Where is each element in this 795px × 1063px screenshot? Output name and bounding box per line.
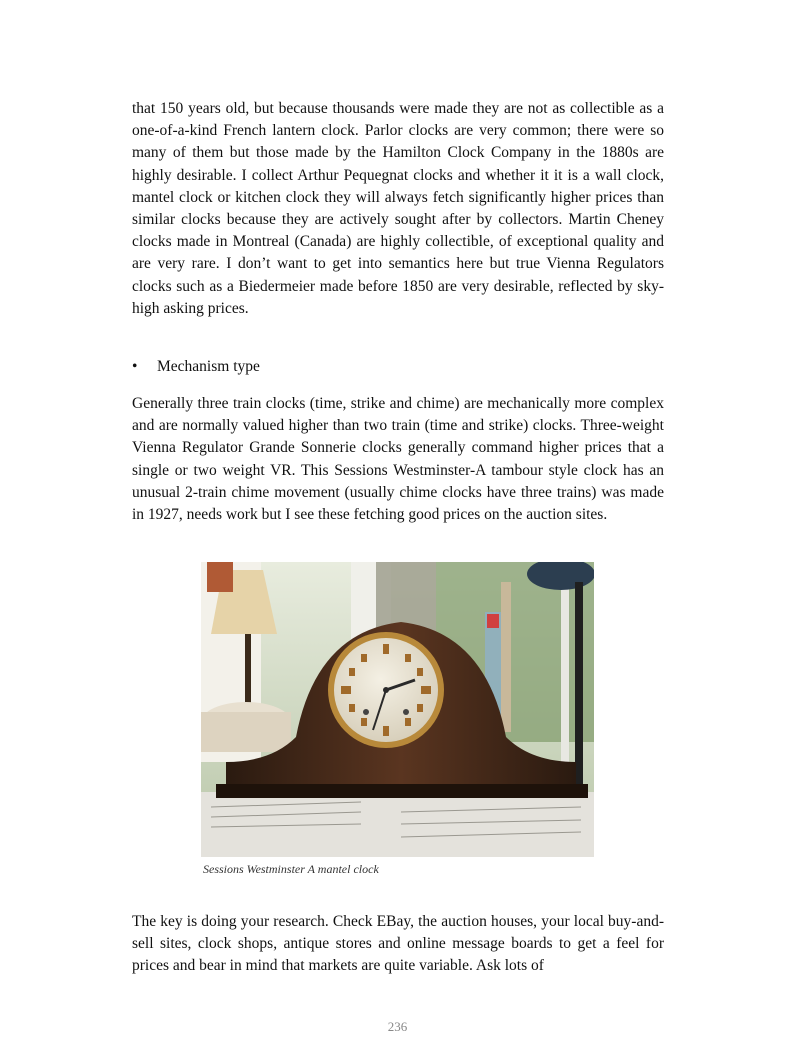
clock-photo [201,562,594,857]
figure-caption: Sessions Westminster A mantel clock [203,862,379,876]
paragraph-text: Generally three train clocks (time, strike and chime) are mechanically more complex and are normally valued higher than two train (time and strike) clocks. Three-weight Vienna Regulator Grande Sonnerie clocks generally command higher prices that a single or two weight VR. This Sessions Westminster-A tambour style clock has an unusual 2-train chime movement (usually chime clocks have three trains) was made in 1927, needs work but I see these fetching good prices on the auction sites. [132,395,664,524]
bullet-item [132,356,664,378]
bullet-symbol: • [132,358,138,375]
page-number: 236 [387,1019,408,1034]
body-paragraph [132,911,664,978]
mantel-clock-illustration [201,562,594,857]
paragraph-text: that 150 years old, but because thousands were made they are not as collectible as a one-of-a-kind French lantern clock. Parlor clocks are very common; there were so many of them but those made by the Hamilton Clock Company in the 1880s are highly desirable. I collect Arthur Pequegnat clocks and whether it it is a wall clock, mantel clock or kitchen clock they will always fetch significantly higher prices than similar clocks because they are actively sought after by collectors. Martin Cheney clocks made in Montreal (Canada) are highly collectible, of exceptional quality and are very rare. I don’t want to get into semantics here but true Vienna Regulators clocks such as a Biedermeier made before 1850 are very desirable, reflected by sky-high asking prices. [132,100,664,317]
body-paragraph [132,98,664,320]
bullet-text: Mechanism type [157,358,260,375]
paragraph-text: The key is doing your research. Check EBay, the auction houses, your local buy-and-sell sites, clock shops, antique stores and online message boards to get a feel for prices and bear in mind that markets are quite variable. Ask lots of [132,913,664,975]
body-paragraph [132,393,664,526]
